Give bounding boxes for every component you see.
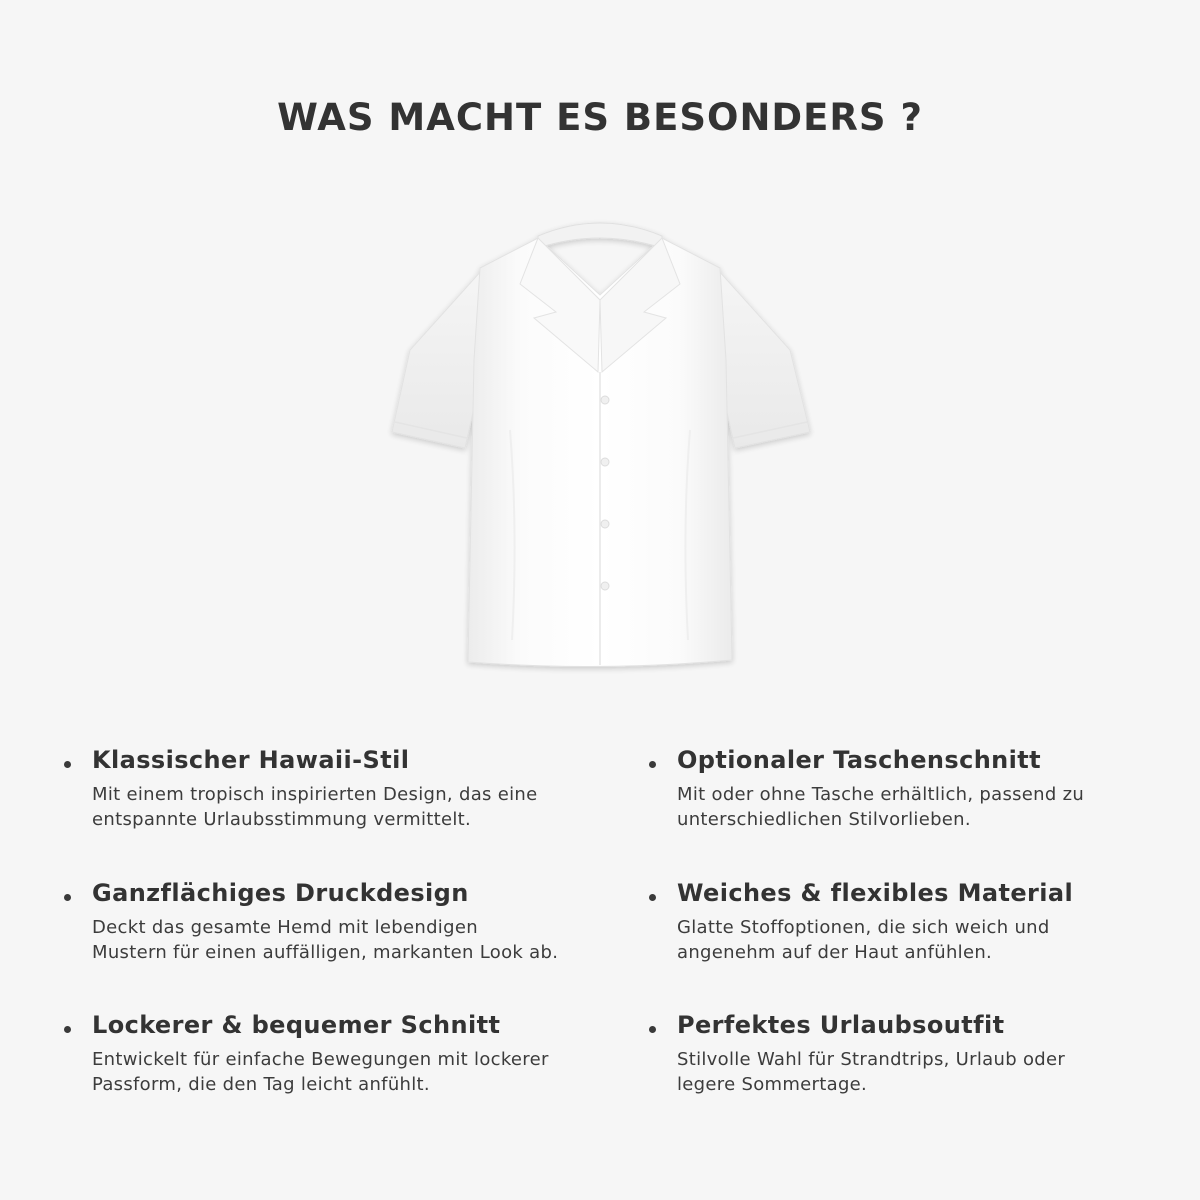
page-title: WAS MACHT ES BESONDERS ?: [277, 96, 923, 139]
feature-title: Optionaler Taschenschnitt: [677, 746, 1042, 774]
feature-description: Mit oder ohne Tasche erhältlich, passend zu unterschiedlichen Stilvorlieben.: [677, 784, 1085, 830]
feature-description: Entwickelt für einfache Bewegungen mit lockerer Passform, die den Tag leicht anfühlt.: [92, 1049, 549, 1095]
feature-description: Glatte Stoffoptionen, die sich weich und angenehm auf der Haut anfühlen.: [677, 917, 1050, 963]
feature-title: Ganzflächiges Druckdesign: [92, 879, 469, 907]
feature-description: Mit einem tropisch inspirierten Design, das eine entspannte Urlaubsstimmung vermittelt.: [92, 784, 538, 830]
feature-title: Klassischer Hawaii-Stil: [92, 746, 410, 774]
white-shirt-image: [370, 200, 830, 680]
bullet-icon: [64, 1026, 71, 1033]
shirt-image: [370, 200, 830, 680]
feature-description: Deckt das gesamte Hemd mit lebendigen Mustern für einen auffälligen, markanten Look ab.: [92, 917, 559, 963]
bullet-icon: [649, 1026, 656, 1033]
bullet-icon: [64, 894, 71, 901]
bullet-icon: [64, 761, 71, 768]
feature-description: Stilvolle Wahl für Strandtrips, Urlaub oder legere Sommertage.: [677, 1049, 1066, 1095]
feature-title: Weiches & flexibles Material: [677, 879, 1074, 907]
feature-title: Perfektes Urlaubsoutfit: [677, 1011, 1005, 1039]
bullet-icon: [649, 894, 656, 901]
bullet-icon: [649, 761, 656, 768]
feature-title: Lockerer & bequemer Schnitt: [92, 1011, 501, 1039]
